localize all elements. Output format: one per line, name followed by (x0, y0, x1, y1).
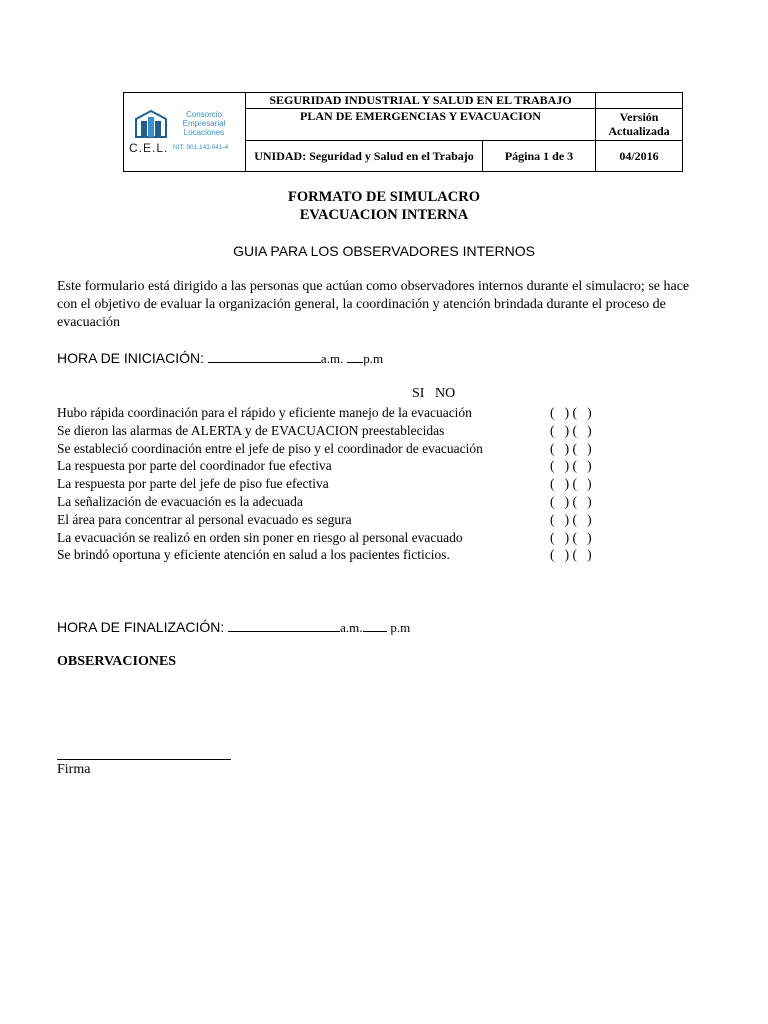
plan-line: PLAN DE EMERGENCIAS Y EVACUACION (246, 109, 596, 140)
logo-nit: NIT: 901.143.041-4 (173, 144, 229, 151)
checklist (57, 404, 657, 564)
header-empty-cell (596, 93, 683, 109)
logo-text-line2: Empresarial (182, 119, 226, 128)
answer-boxes[interactable]: ( ) ( ) (550, 405, 592, 420)
checklist-question: Se brindó oportuna y eficiente atención en salud a los pacientes ficticios. (57, 547, 450, 563)
intro-paragraph: Este formulario está dirigido a las personas que actúan como observadores internos durante el simulacro; se hace con el objetivo de evaluar la organización general, la coordinación y atención brindada durante el proceso de evacuación (57, 279, 690, 330)
start-time-row (57, 350, 383, 367)
start-time-pm: p.m (363, 351, 384, 366)
observations-heading: OBSERVACIONES (57, 654, 177, 669)
checklist-item (57, 404, 657, 422)
unit-label: UNIDAD: Seguridad y Salud en el Trabajo (246, 140, 483, 171)
column-si: SI (412, 386, 425, 401)
end-time-field[interactable] (228, 619, 340, 632)
building-logo-icon (134, 107, 168, 139)
document-header (123, 92, 683, 172)
answer-boxes[interactable]: ( ) ( ) (550, 529, 592, 545)
answer-boxes[interactable]: ( ) ( ) (550, 476, 592, 492)
answer-columns-header (412, 386, 455, 402)
checklist-question: La respuesta por parte del jefe de piso fue efectiva (57, 476, 329, 492)
date-label: 04/2016 (596, 140, 683, 171)
end-time-label: HORA DE FINALIZACIÓN: (57, 619, 225, 635)
checklist-item (57, 457, 657, 475)
signature-label: Firma (57, 762, 91, 777)
answer-boxes[interactable]: ( ) ( ) (550, 511, 592, 527)
end-time-am: a.m. (340, 620, 363, 635)
form-title: FORMATO DE SIMULACRO (288, 189, 480, 205)
logo-text-line1: Consorcio (185, 110, 222, 119)
page-label: Página 1 de 3 (483, 140, 596, 171)
start-time-am: a.m. (320, 351, 344, 366)
end-time-row (57, 619, 410, 636)
org-line: SEGURIDAD INDUSTRIAL Y SALUD EN EL TRABAJO (246, 93, 596, 109)
checklist-question: La señalización de evacuación es la adecuada (57, 493, 303, 509)
checklist-question: Hubo rápida coordinación para el rápido y eficiente manejo de la evacuación (57, 405, 472, 420)
checklist-item (57, 440, 657, 458)
checklist-question: La evacuación se realizó en orden sin poner en riesgo al personal evacuado (57, 529, 463, 545)
guide-title: GUIA PARA LOS OBSERVADORES INTERNOS (233, 243, 535, 259)
answer-boxes[interactable]: ( ) ( ) (550, 440, 592, 456)
checklist-item (57, 422, 657, 440)
signature-line[interactable] (57, 759, 231, 760)
checklist-question: La respuesta por parte del coordinador fue efectiva (57, 458, 332, 474)
answer-boxes[interactable]: ( ) ( ) (550, 547, 592, 563)
checklist-question: El área para concentrar al personal evacuado es segura (57, 511, 352, 527)
checklist-question: Se dieron las alarmas de ALERTA y de EVACUACION preestablecidas (57, 422, 445, 438)
start-time-pm-field[interactable] (347, 350, 363, 363)
logo-text-line3: Locaciones (183, 128, 225, 137)
checklist-item (57, 493, 657, 511)
end-time-pm-field[interactable] (363, 619, 387, 632)
company-logo (124, 93, 246, 172)
logo-abbrev: C.E.L. (129, 141, 169, 155)
end-time-pm: p.m (390, 620, 411, 635)
answer-boxes[interactable]: ( ) ( ) (550, 458, 592, 474)
checklist-item (57, 511, 657, 529)
start-time-field[interactable] (208, 350, 321, 363)
form-subtitle: EVACUACION INTERNA (299, 207, 469, 223)
checklist-item (57, 529, 657, 547)
checklist-item (57, 546, 657, 564)
checklist-item (57, 475, 657, 493)
answer-boxes[interactable]: ( ) ( ) (550, 493, 592, 509)
start-time-label: HORA DE INICIACIÓN: (57, 350, 205, 366)
answer-boxes[interactable]: ( ) ( ) (550, 422, 592, 438)
version-label: Versión Actualizada (596, 109, 683, 140)
column-no: NO (434, 386, 456, 401)
checklist-question: Se estableció coordinación entre el jefe de piso y el coordinador de evacuación (57, 440, 483, 456)
